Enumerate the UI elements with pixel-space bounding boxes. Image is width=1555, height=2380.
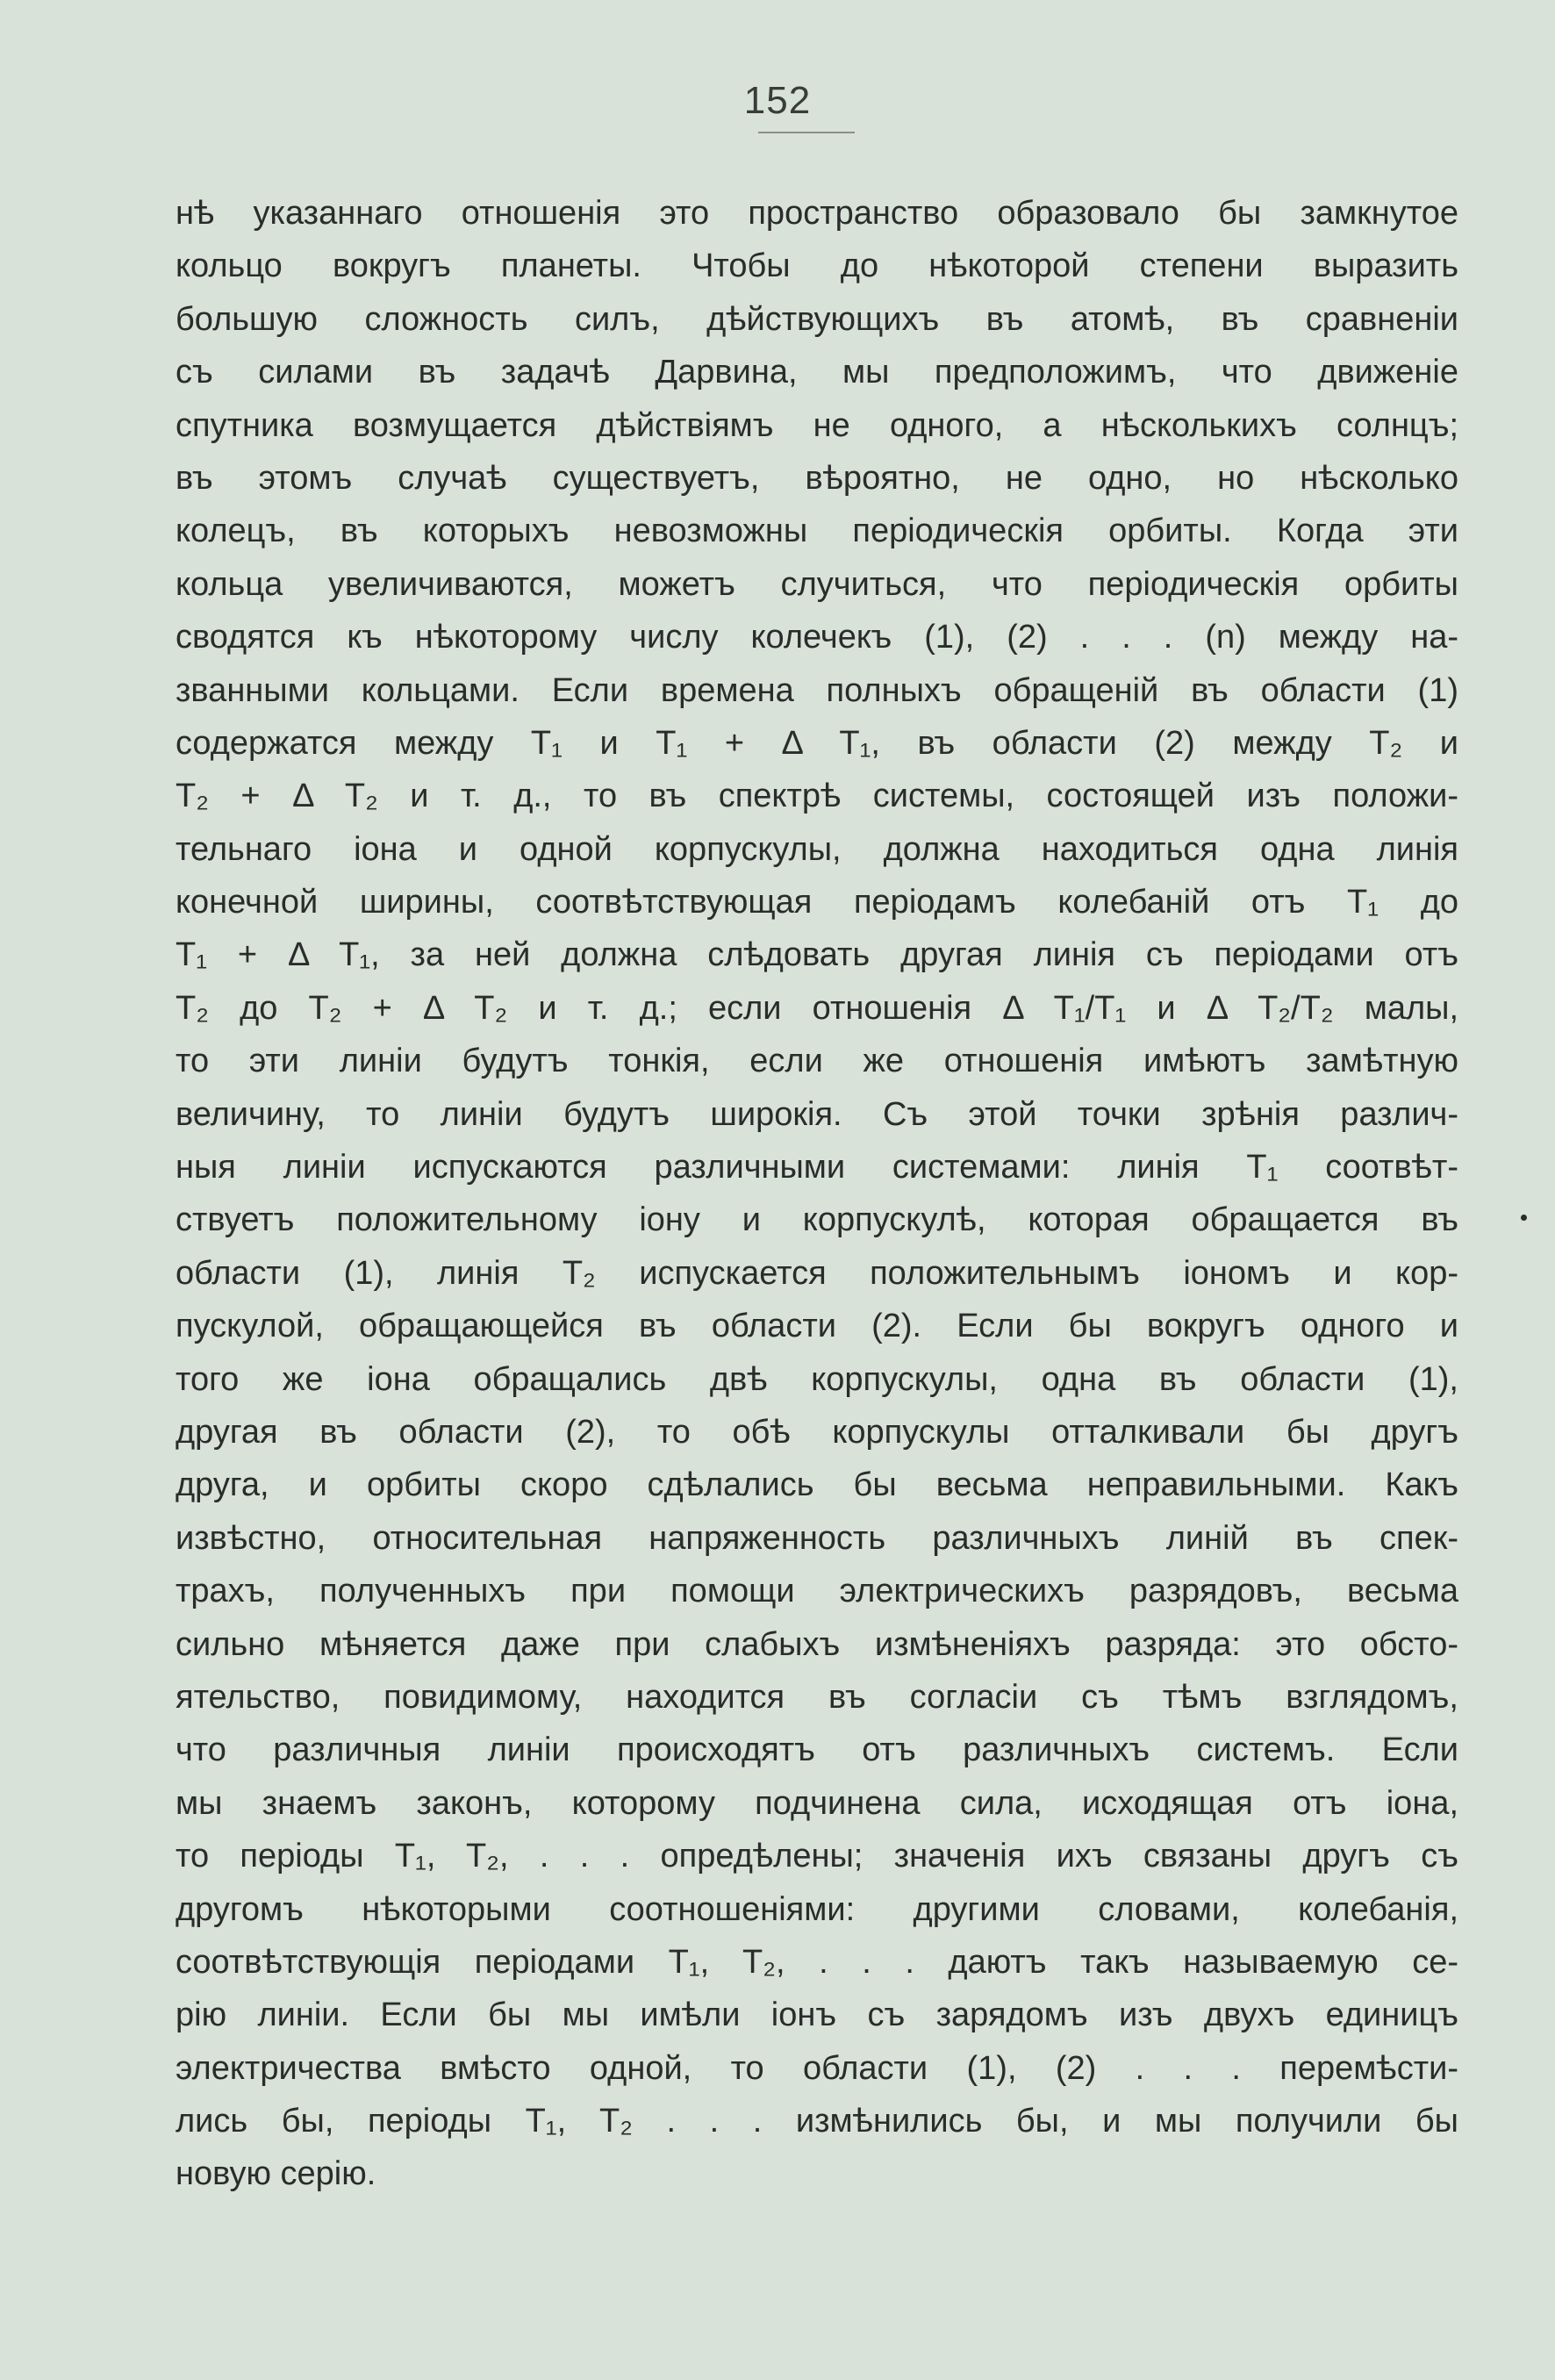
text-line: соотвѣтствующія періодами T₁, T₂, . . . даютъ такъ называемую се- bbox=[176, 1943, 1458, 1981]
text-line: спутника возмущается дѣйствіямъ не одного, а нѣсколькихъ солнцъ; bbox=[176, 406, 1458, 444]
text-line: T₂ + Δ T₂ и т. д., то въ спектрѣ системы, состоящей изъ положи- bbox=[176, 778, 1458, 815]
text-line: другомъ нѣкоторыми соотношеніями: другими словами, колебанія, bbox=[176, 1890, 1458, 1928]
text-line: кольца увеличиваются, можетъ случиться, что періодическія орбиты bbox=[176, 565, 1458, 603]
body-text bbox=[176, 187, 1458, 2201]
text-line: мы знаемъ законъ, которому подчинена сила, исходящая отъ іона, bbox=[176, 1784, 1458, 1822]
text-line: ствуетъ положительному іону и корпускулѣ, которая обращается въ bbox=[176, 1201, 1458, 1239]
text-line: извѣстно, относительная напряженность различныхъ линій въ спек- bbox=[176, 1519, 1458, 1557]
text-line: колецъ, въ которыхъ невозможны періодическія орбиты. Когда эти bbox=[176, 513, 1458, 550]
text-line: ныя линіи испускаются различными системами: линія T₁ соотвѣт- bbox=[176, 1149, 1458, 1186]
text-line: пускулой, обращающейся въ области (2). Если бы вокругъ одного и bbox=[176, 1308, 1458, 1345]
text-line: большую сложность силъ, дѣйствующихъ въ атомѣ, въ сравненіи bbox=[176, 300, 1458, 338]
text-line: друга, и орбиты скоро сдѣлались бы весьма неправильными. Какъ bbox=[176, 1466, 1458, 1504]
text-line: званными кольцами. Если времена полныхъ обращеній въ области (1) bbox=[176, 671, 1458, 709]
text-line: T₁ + Δ T₁, за ней должна слѣдовать другая линія съ періодами отъ bbox=[176, 936, 1458, 974]
text-line: то періоды T₁, T₂, . . . опредѣлены; значенія ихъ связаны другъ съ bbox=[176, 1838, 1458, 1875]
text-line: T₂ до T₂ + Δ T₂ и т. д.; если отношенія Δ T₁/T₁ и Δ T₂/T₂ малы, bbox=[176, 989, 1458, 1027]
text-line: содержатся между T₁ и T₁ + Δ T₁, въ области (2) между T₂ и bbox=[176, 724, 1458, 762]
text-line: сильно мѣняется даже при слабыхъ измѣненіяхъ разряда: это обсто- bbox=[176, 1625, 1458, 1663]
text-line: того же іона обращались двѣ корпускулы, одна въ области (1), bbox=[176, 1360, 1458, 1398]
text-line: сводятся къ нѣкоторому числу колечекъ (1), (2) . . . (n) между на- bbox=[176, 619, 1458, 656]
text-line: въ этомъ случаѣ существуетъ, вѣроятно, не одно, но нѣсколько bbox=[176, 459, 1458, 497]
text-line: тельнаго іона и одной корпускулы, должна находиться одна линія bbox=[176, 830, 1458, 868]
text-line: области (1), линія T₂ испускается положительнымъ іономъ и кор- bbox=[176, 1254, 1458, 1292]
text-line: что различныя линіи происходятъ отъ различныхъ системъ. Если bbox=[176, 1731, 1458, 1769]
text-line: новую серію. bbox=[176, 2155, 376, 2193]
text-line: трахъ, полученныхъ при помощи электрическихъ разрядовъ, весьма bbox=[176, 1573, 1458, 1610]
page-number: 152 bbox=[743, 79, 812, 122]
text-line: электричества вмѣсто одной, то области (1), (2) . . . перемѣсти- bbox=[176, 2049, 1458, 2087]
text-line: кольцо вокругъ планеты. Чтобы до нѣкоторой степени выразить bbox=[176, 247, 1458, 285]
page-number-underline bbox=[758, 132, 855, 133]
text-line: конечной ширины, соотвѣтствующая періодамъ колебаній отъ T₁ до bbox=[176, 884, 1458, 921]
text-line: съ силами въ задачѣ Дарвина, мы предположимъ, что движеніе bbox=[176, 354, 1458, 391]
text-line: ятельство, повидимому, находится въ согласіи съ тѣмъ взглядомъ, bbox=[176, 1678, 1458, 1716]
margin-dot bbox=[1521, 1215, 1527, 1221]
text-line: рію линіи. Если бы мы имѣли іонъ съ зарядомъ изъ двухъ единицъ bbox=[176, 1996, 1458, 2034]
text-line: лись бы, періоды T₁, T₂ . . . измѣнились бы, и мы получили бы bbox=[176, 2103, 1458, 2140]
text-line: то эти линіи будутъ тонкія, если же отношенія имѣютъ замѣтную bbox=[176, 1043, 1458, 1080]
text-line: другая въ области (2), то обѣ корпускулы отталкивали бы другъ bbox=[176, 1413, 1458, 1451]
text-line: величину, то линіи будутъ широкія. Съ этой точки зрѣнія различ- bbox=[176, 1095, 1458, 1133]
text-line: нѣ указаннаго отношенія это пространство образовало бы замкнутое bbox=[176, 195, 1458, 232]
